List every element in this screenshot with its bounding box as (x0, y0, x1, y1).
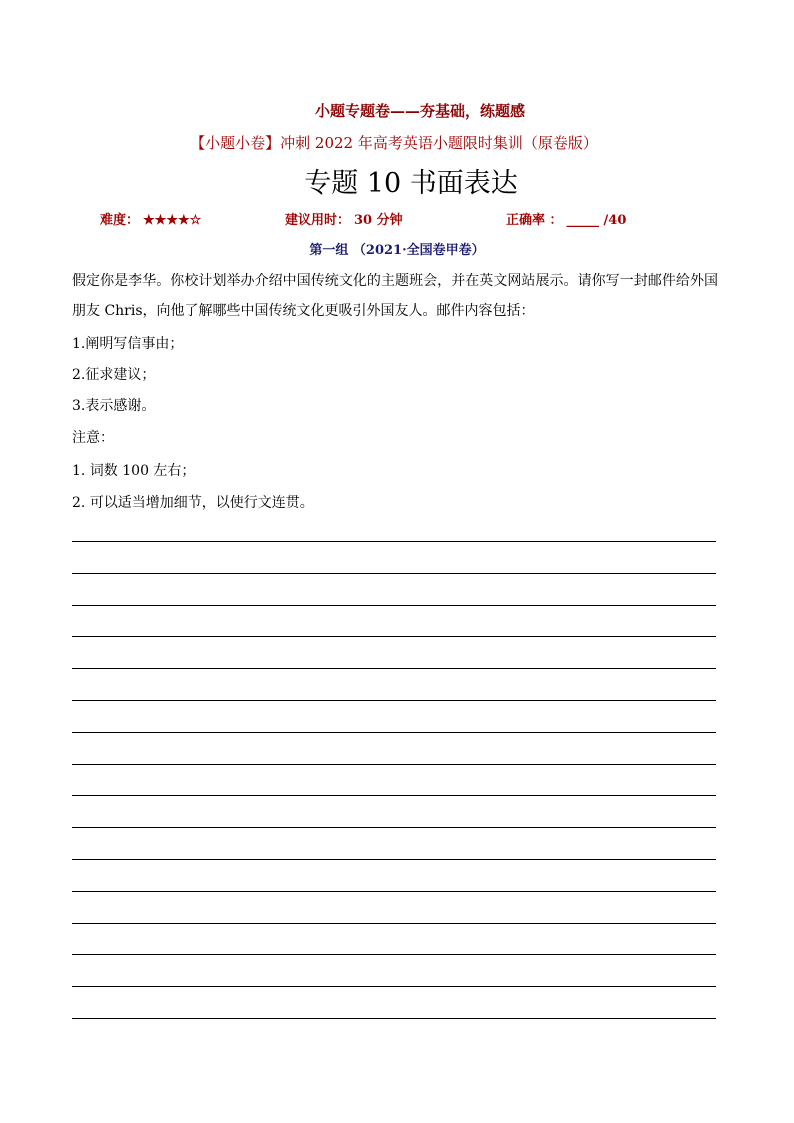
writing-line[interactable] (72, 923, 716, 955)
difficulty-label: 难度： (100, 213, 140, 228)
time-meta (285, 209, 403, 228)
writing-line[interactable] (72, 605, 716, 637)
writing-line[interactable] (72, 986, 716, 1018)
writing-line[interactable] (72, 764, 716, 796)
writing-line[interactable] (72, 573, 716, 605)
note-label: 注意： (72, 430, 114, 446)
accuracy-meta (506, 209, 626, 228)
group-title: 第一组 （2021·全国卷甲卷） (309, 243, 485, 258)
header-series: 【小题小卷】冲刺 2022 年高考英语小题限时集训（原卷版） (190, 134, 598, 152)
prompt-paragraph: 假定你是李华。你校计划举办介绍中国传统文化的主题班会，并在英文网站展示。请你写一封邮件给外国朋友 Chris，向他了解哪些中国传统文化更吸引外国友人。邮件内容包括： (72, 273, 718, 319)
writing-line[interactable] (72, 795, 716, 827)
writing-line[interactable] (72, 954, 716, 986)
prompt-item: 1.阐明写信事由； (72, 336, 184, 352)
writing-line[interactable] (72, 859, 716, 891)
accuracy-label: 正确率 ： (506, 213, 563, 228)
answer-writing-area[interactable] (72, 541, 716, 1050)
prompt-section (72, 266, 718, 326)
prompt-item: 2.征求建议； (72, 367, 156, 383)
difficulty-stars: ★★★★☆ (143, 213, 202, 228)
writing-line[interactable] (72, 827, 716, 859)
writing-line[interactable] (72, 1018, 716, 1050)
writing-line[interactable] (72, 541, 716, 573)
time-label: 建议用时： (285, 213, 351, 228)
writing-line[interactable] (72, 636, 716, 668)
difficulty-meta (100, 209, 201, 228)
note-item: 2. 可以适当增加细节，以使行文连贯。 (72, 495, 314, 511)
page-title: 专题 10 书面表达 (304, 168, 518, 199)
accuracy-value: _____ /40 (566, 213, 627, 228)
writing-line[interactable] (72, 891, 716, 923)
writing-line[interactable] (72, 668, 716, 700)
writing-line[interactable] (72, 732, 716, 764)
note-item: 1. 词数 100 左右； (72, 463, 196, 479)
time-value: 30 分钟 (354, 213, 403, 228)
prompt-item: 3.表示感谢。 (72, 398, 156, 414)
header-subtitle: 小题专题卷——夯基础，练题感 (314, 102, 525, 120)
writing-line[interactable] (72, 700, 716, 732)
